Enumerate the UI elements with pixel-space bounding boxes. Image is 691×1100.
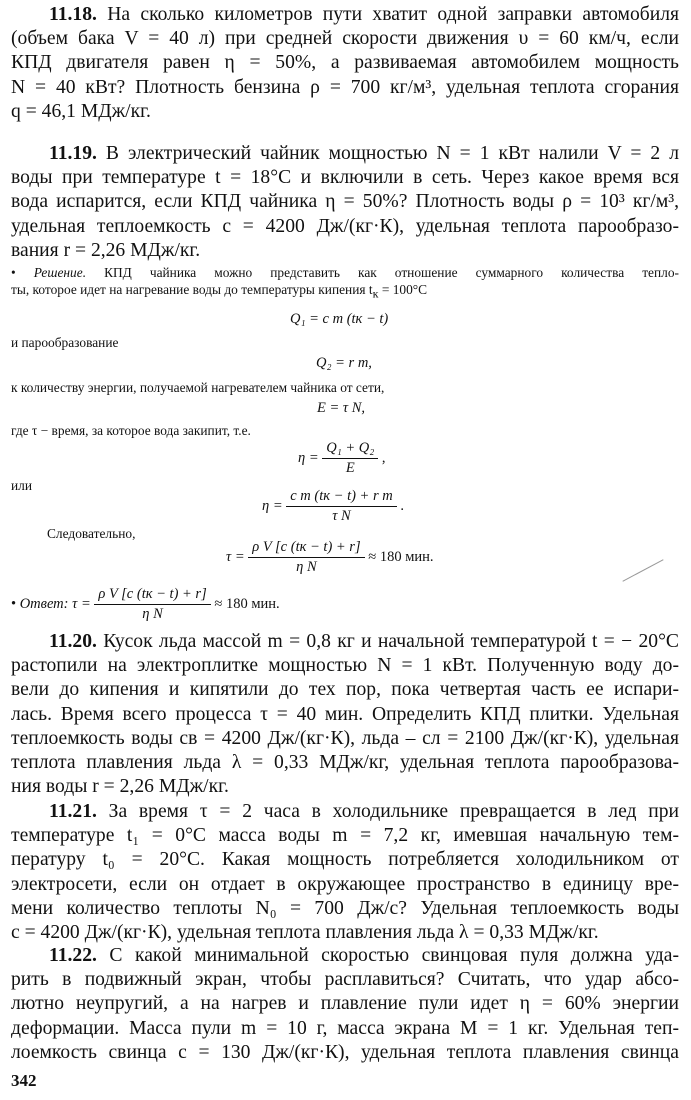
problem-line: вели до кипения и кипятили до тех пор, пока четвертая часть ее испари- <box>11 679 679 701</box>
equation-efficiency-2: η = c m (tк − t) + r m τ N . <box>262 488 404 524</box>
problem-number: 11.20. <box>49 631 97 652</box>
problem-number: 11.18. <box>49 4 97 25</box>
solution-intro: • Решение. КПД чайника можно представить как отношение суммарного количества тепло- ты, которое идет на нагревание воды до температуры кипения $t_к = 100^\circ C$ <box>11 265 680 301</box>
problem-line: температуре t₁ = 0°С масса воды m = 7,2 кг, имевшая начальную тем- <box>11 825 679 847</box>
problem-line: 11.22. С какой минимальной скоростью свинцовая пуля должна уда- <box>49 945 679 966</box>
problem-line: электросети, если он отдает в окружающее пространство в единицу вре- <box>11 873 679 895</box>
problem-11-18 <box>11 3 679 124</box>
solution-label: Решение. <box>33 265 87 280</box>
problem-line: вания r = 2,26 МДж/кг. <box>11 239 201 261</box>
equation-time: τ = ρ V [c (tк − t) + r] η N ≈ 180 мин. <box>226 539 434 575</box>
problem-line: теплота плавления льда λ = 0,33 МДж/кг, удельная теплота парообразова- <box>11 752 679 774</box>
problem-line: КПД двигателя равен η = 50%, а развиваемая автомобилем мощность <box>11 52 679 74</box>
problem-line: воды при температуре t = 18°С и включили в сеть. Через какое время вся <box>11 167 679 189</box>
solution-text: Следовательно, <box>47 526 136 541</box>
problem-line: 11.21. За время τ = 2 часа в холодильнике превращается в лед при <box>49 801 679 822</box>
problem-11-21 <box>11 800 679 945</box>
problem-line: ния воды r = 2,26 МДж/кг. <box>11 776 229 798</box>
solution-text: и парообразование <box>11 335 119 350</box>
problem-line: лоемкость свинца c = 130 Дж/(кг·К), удельная теплота плавления свинца <box>11 1041 679 1063</box>
equation-q1: Q₁ = c m (tк − t) <box>290 311 389 327</box>
problem-line: лютно неупругий, а на нагрев и плавление пули идет η = 60% энергии <box>11 993 679 1015</box>
solution-text: где τ − время, за которое вода закипит, т.е. <box>11 423 251 438</box>
equation-efficiency-1: η = $\frac{\text{Q₁ + Q₂}}{E}$ , <box>298 440 386 476</box>
problem-line: 11.19. В электрический чайник мощностью N = 1 кВт налили V = 2 л <box>49 143 679 164</box>
problem-line: 11.18. На сколько километров пути хватит одной заправки автомобиля <box>49 4 679 25</box>
problem-line: N = 40 кВт? Плотность бензина ρ = 700 кг/м³, удельная теплота сгорания <box>11 76 679 98</box>
answer: • Ответ: τ = ρ V [c (tк − t) + r] η N ≈ 180 мин. <box>11 586 280 622</box>
problem-line: пературу t₀ = 20°С. Какая мощность потребляется холодильником от <box>11 849 679 871</box>
problem-line: q = 46,1 МДж/кг. <box>11 100 151 122</box>
problem-line: c = 4200 Дж/(кг·К), удельная теплота плавления льда λ = 0,33 МДж/кг. <box>11 922 599 944</box>
problem-number: 11.22. <box>49 945 97 966</box>
answer-label: Ответ: <box>19 595 69 612</box>
problem-line: растопили на электроплитке мощностью N = 1 кВт. Полученную воду до- <box>11 655 679 677</box>
problem-number: 11.21. <box>49 801 97 822</box>
problem-line: 11.20. Кусок льда массой m = 0,8 кг и начальной температурой t = − 20°С <box>49 631 679 652</box>
equation-q2: Q₂ = r m, <box>316 355 372 371</box>
problem-line: лась. Время всего процесса τ = 40 мин. Определить КПД плитки. Удельная <box>11 703 679 725</box>
problem-line: теплоемкость воды cв = 4200 Дж/(кг·К), льда – cл = 2100 Дж/(кг·К), удельная <box>11 727 679 749</box>
equation-e: E = τ N, <box>317 400 366 416</box>
problem-line: мени количество теплоты N₀ = 700 Дж/с? Удельная теплоемкость воды <box>11 897 679 919</box>
problem-number: 11.19. <box>49 143 97 164</box>
problem-line: деформации. Масса пули m = 10 г, масса экрана M = 1 кг. Удельная теп- <box>11 1017 679 1039</box>
problem-11-22 <box>11 944 679 1065</box>
pencil-mark <box>622 559 663 581</box>
solution-text: к количеству энергии, получаемой нагревателем чайника от сети, <box>11 380 385 395</box>
problem-line: (объем бака V = 40 л) при средней скорости движения υ = 60 км/ч, если <box>11 28 679 50</box>
problem-line: удельная теплоемкость c = 4200 Дж/(кг·К), удельная теплота парообразо- <box>11 215 679 237</box>
problem-11-20 <box>11 630 679 799</box>
problem-11-19 <box>11 142 679 263</box>
page-number: 342 <box>11 1071 37 1090</box>
problem-line: вода испарится, если КПД чайника η = 50%? Плотность воды ρ = 10³ кг/м³, <box>11 191 679 213</box>
problem-line: рить в подвижный экран, чтобы расплавиться? Считать, что удар абсо- <box>11 969 679 991</box>
solution-text: или <box>11 478 33 493</box>
